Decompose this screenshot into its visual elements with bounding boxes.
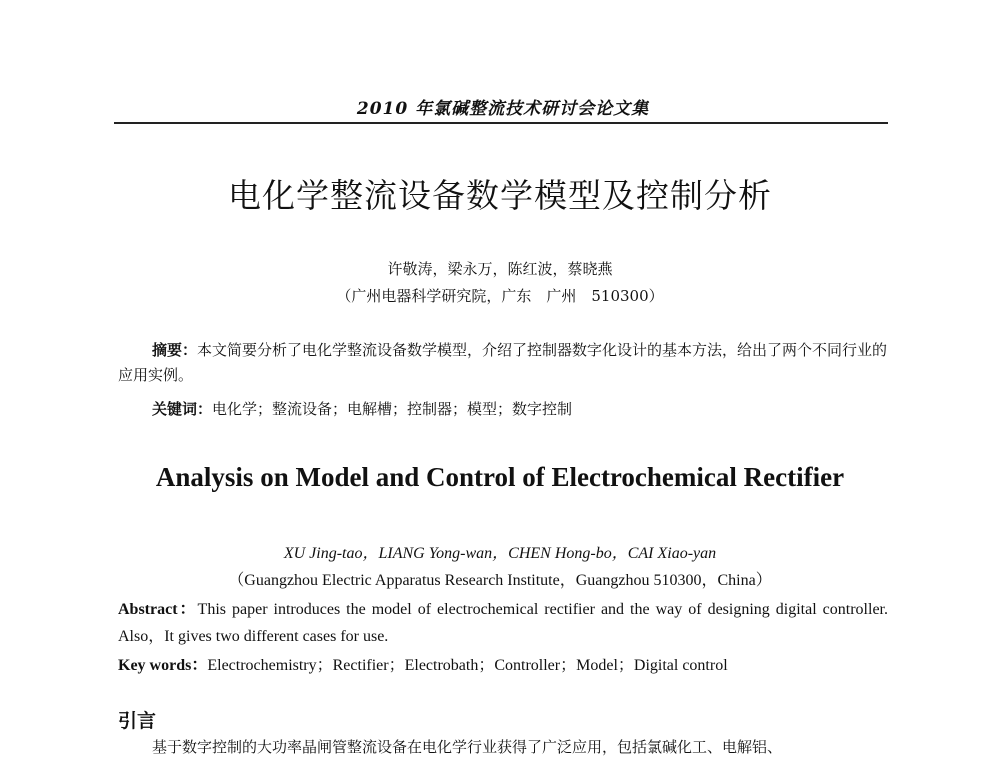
running-header: 2010 年氯碱整流技术研讨会论文集 <box>356 99 650 119</box>
english-abstract-text: This paper introduces the model of electrochemical rectifier and the way of designing digital controller. Also，It gives two different cases for use. <box>118 601 888 645</box>
chinese-authors: 许敬涛，梁永万，陈红波，蔡晓燕 <box>387 260 613 278</box>
header-rule <box>114 122 888 124</box>
chinese-abstract-label: 摘要： <box>152 341 198 359</box>
english-abstract-label: Abstract： <box>118 601 198 618</box>
chinese-abstract-text: 本文简要分析了电化学整流设备数学模型，介绍了控制器数字化设计的基本方法，给出了两个不同行业的应用实例。 <box>118 341 888 384</box>
chinese-affiliation: （广州电器科学研究院，广东 广州 510300） <box>336 287 664 305</box>
english-authors: XU Jing-tao，LIANG Yong-wan，CHEN Hong-bo，CAI Xiao-yan <box>283 545 717 562</box>
english-abstract <box>118 596 888 650</box>
english-keywords-text: Electrochemistry；Rectifier；Electrobath；Controller；Model；Digital control <box>207 657 728 674</box>
intro-heading: 引言 <box>118 710 157 732</box>
chinese-keywords-label: 关键词： <box>152 400 213 418</box>
chinese-title: 电化学整流设备数学模型及控制分析 <box>228 176 772 215</box>
chinese-keywords-text: 电化学；整流设备；电解槽；控制器；模型；数字控制 <box>212 400 573 418</box>
chinese-abstract <box>118 338 888 388</box>
chinese-keywords <box>152 398 888 419</box>
english-affiliation: （Guangzhou Electric Apparatus Research Institute，Guangzhou 510300，China） <box>228 572 772 589</box>
english-keywords <box>118 652 888 675</box>
english-title: Analysis on Model and Control of Electrochemical Rectifier <box>155 462 845 492</box>
english-keywords-label: Key words： <box>118 657 208 674</box>
intro-first-line: 基于数字控制的大功率晶闸管整流设备在电化学行业获得了广泛应用，包括氯碱化工、电解铝、 <box>152 738 783 756</box>
